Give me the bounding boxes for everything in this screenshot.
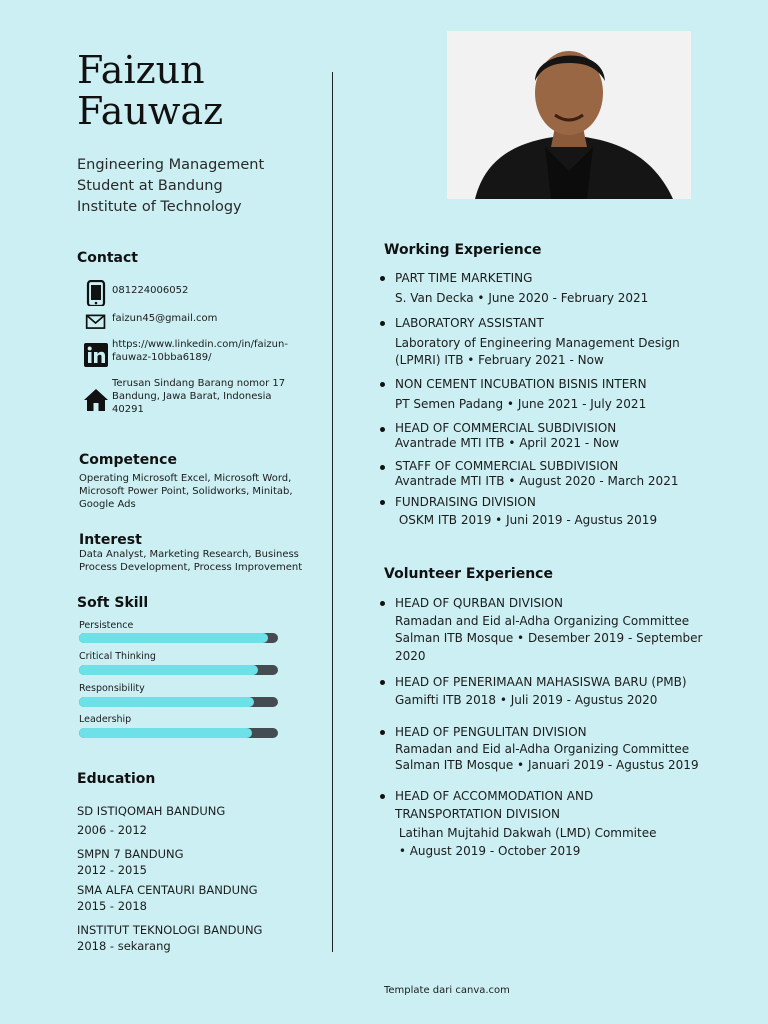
- work-item: [380, 270, 720, 307]
- contact-linkedin: [83, 338, 303, 368]
- skill-label-leadership: Leadership: [79, 714, 132, 725]
- work-detail: (LPMRI) ITB • February 2021 - Now: [395, 353, 604, 367]
- address-line-2: Bandung, Jawa Barat, Indonesia: [112, 391, 272, 402]
- bullet-icon: [380, 500, 385, 505]
- bullet-icon: [380, 321, 385, 326]
- skill-bar-persistence: [79, 633, 278, 643]
- education-item: [77, 803, 322, 838]
- work-title: STAFF OF COMMERCIAL SUBDIVISION: [395, 459, 619, 473]
- education-heading: Education: [77, 771, 156, 787]
- volunteer-detail: Ramadan and Eid al-Adha Organizing Committee: [395, 741, 690, 756]
- bullet-icon: [380, 382, 385, 387]
- volunteer-detail: • August 2019 - October 2019: [395, 843, 581, 858]
- linkedin-text[interactable]: [112, 338, 297, 364]
- interest-line-1: Data Analyst, Marketing Research, Business: [79, 549, 299, 560]
- soft-skill-heading: Soft Skill: [77, 595, 149, 611]
- volunteer-detail: Ramadan and Eid al-Adha Organizing Committee: [395, 613, 690, 628]
- volunteer-detail: Salman ITB Mosque • Desember 2019 - September: [395, 631, 703, 645]
- education-school: SMA ALFA CENTAURI BANDUNG: [77, 883, 258, 897]
- education-years: 2006 - 2012: [77, 823, 147, 837]
- name-line-1: Faizun: [77, 48, 205, 92]
- subtitle-line-1: Engineering Management: [77, 157, 265, 173]
- profile-photo: [447, 31, 691, 199]
- email-text[interactable]: faizun45@gmail.com: [112, 313, 218, 324]
- competence-line-3: Google Ads: [79, 499, 136, 510]
- volunteer-detail: Gamifti ITB 2018 • Juli 2019 - Agustus 2020: [395, 692, 658, 707]
- subtitle-line-2: Student at Bandung: [77, 178, 223, 194]
- work-detail: PT Semen Padang • June 2021 - July 2021: [395, 396, 647, 411]
- skill-bar-leadership: [79, 728, 278, 738]
- work-detail: S. Van Decka • June 2020 - February 2021: [395, 290, 649, 305]
- work-item: [380, 315, 720, 370]
- house-icon: [83, 387, 109, 413]
- bullet-icon: [380, 601, 385, 606]
- skill-fill: [79, 665, 258, 675]
- education-item: [77, 922, 322, 954]
- competence-line-2: Microsoft Power Point, Solidworks, Minitab,: [79, 486, 293, 497]
- volunteer-detail: Salman ITB Mosque • Januari 2019 - Agustus 2019: [395, 758, 699, 772]
- linkedin-icon: [83, 342, 109, 368]
- work-detail: OSKM ITB 2019 • Juni 2019 - Agustus 2019: [395, 512, 658, 527]
- interest-heading: Interest: [79, 532, 142, 548]
- volunteer-title: HEAD OF QURBAN DIVISION: [395, 596, 563, 610]
- address-line-1: Terusan Sindang Barang nomor 17: [112, 378, 286, 389]
- bullet-icon: [380, 427, 385, 432]
- education-years: 2015 - 2018: [77, 899, 147, 913]
- volunteer-detail: Latihan Mujtahid Dakwah (LMD) Commitee: [395, 826, 657, 840]
- linkedin-line-2[interactable]: fauwaz-10bba6189/: [112, 352, 212, 363]
- competence-text: [79, 472, 319, 511]
- work-item: [380, 459, 720, 489]
- interest-line-2: Process Development, Process Improvement: [79, 562, 303, 573]
- volunteer-item: [380, 724, 720, 774]
- bullet-icon: [380, 465, 385, 470]
- working-experience-heading: Working Experience: [384, 242, 542, 258]
- work-title: PART TIME MARKETING: [395, 271, 533, 285]
- contact-phone: [83, 280, 303, 308]
- contact-heading: Contact: [77, 250, 138, 266]
- work-title: HEAD OF COMMERCIAL SUBDIVISION: [395, 421, 617, 435]
- person-portrait-icon: [447, 31, 691, 199]
- work-item: [380, 376, 720, 413]
- bullet-icon: [380, 730, 385, 735]
- education-school: INSTITUT TEKNOLOGI BANDUNG: [77, 923, 263, 937]
- work-detail: Avantrade MTI ITB • April 2021 - Now: [395, 436, 620, 450]
- competence-line-1: Operating Microsoft Excel, Microsoft Word,: [79, 473, 292, 484]
- interest-text: [79, 548, 319, 574]
- education-years: 2012 - 2015: [77, 863, 147, 877]
- volunteer-title: HEAD OF ACCOMMODATION AND: [395, 789, 594, 803]
- work-title: LABORATORY ASSISTANT: [395, 316, 544, 330]
- mail-icon: [83, 312, 109, 334]
- volunteer-title: TRANSPORTATION DIVISION: [395, 806, 561, 821]
- skill-label-persistence: Persistence: [79, 620, 134, 631]
- subtitle: [77, 155, 317, 218]
- contact-email: [83, 312, 303, 332]
- bullet-icon: [380, 794, 385, 799]
- skill-label-responsibility: Responsibility: [79, 683, 145, 694]
- footer-credit: Template dari canva.com: [384, 985, 510, 996]
- education-school: SD ISTIQOMAH BANDUNG: [77, 804, 226, 818]
- volunteer-detail: 2020: [395, 648, 426, 663]
- bullet-icon: [380, 680, 385, 685]
- volunteer-item: [380, 595, 720, 665]
- volunteer-item: [380, 788, 720, 860]
- education-years: 2018 - sekarang: [77, 939, 171, 953]
- column-divider: [332, 72, 333, 952]
- subtitle-line-3: Institute of Technology: [77, 199, 242, 215]
- work-item: [380, 494, 720, 529]
- name-line-2: Fauwaz: [77, 89, 224, 133]
- address-line-3: 40291: [112, 404, 144, 415]
- skill-bar-responsibility: [79, 697, 278, 707]
- name-heading: [77, 50, 317, 132]
- bullet-icon: [380, 276, 385, 281]
- work-title: NON CEMENT INCUBATION BISNIS INTERN: [395, 377, 647, 391]
- skill-fill: [79, 697, 254, 707]
- education-item: [77, 882, 322, 914]
- phone-text[interactable]: 081224006052: [112, 285, 189, 296]
- linkedin-line-1[interactable]: https://www.linkedin.com/in/faizun-: [112, 339, 288, 350]
- skill-fill: [79, 633, 268, 643]
- work-item: [380, 421, 720, 451]
- work-detail: Avantrade MTI ITB • August 2020 - March 2021: [395, 474, 679, 488]
- phone-icon: [83, 280, 109, 306]
- work-detail: Laboratory of Engineering Management Design: [395, 335, 680, 350]
- volunteer-title: HEAD OF PENGULITAN DIVISION: [395, 725, 587, 739]
- competence-heading: Competence: [79, 452, 177, 468]
- education-school: SMPN 7 BANDUNG: [77, 847, 184, 861]
- contact-address: [83, 377, 303, 419]
- volunteer-title: HEAD OF PENERIMAAN MAHASISWA BARU (PMB): [395, 675, 687, 689]
- skill-fill: [79, 728, 252, 738]
- address-text: [112, 377, 297, 416]
- volunteer-item: [380, 674, 720, 709]
- work-title: FUNDRAISING DIVISION: [395, 495, 536, 509]
- education-item: [77, 846, 322, 878]
- volunteer-experience-heading: Volunteer Experience: [384, 566, 553, 582]
- skill-bar-critical-thinking: [79, 665, 278, 675]
- skill-label-critical-thinking: Critical Thinking: [79, 651, 156, 662]
